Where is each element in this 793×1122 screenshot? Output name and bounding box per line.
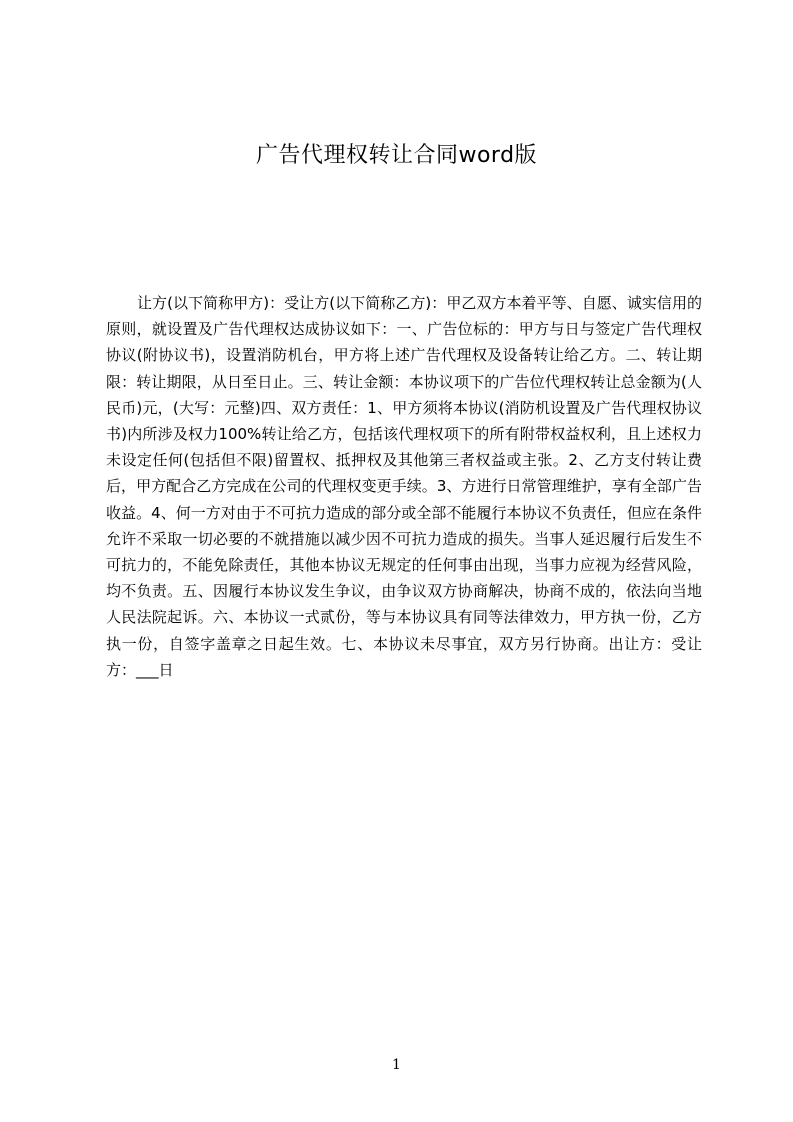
document-title: 广告代理权转让合同word版 bbox=[255, 143, 538, 168]
page-number: 1 bbox=[392, 1057, 401, 1073]
contract-body-paragraph: 让方(以下简称甲方)：受让方(以下简称乙方)：甲乙双方本着平等、自愿、诚实信用的原则，就设置及广告代理权达成协议如下：一、广告位标的：甲方与日与签定广告代理权协议(附协议书)，设置消防机台，甲方将上述广告代理权及设备转让给乙方。二、转让期限：转让期限，从日至日止。三、转让金额：本协议项下的广告位代理权转让总金额为(人民币)元，(大写：元整)四、双方责任：1、甲方须将本协议(消防机设置及广告代理权协议书)内所涉及权力100%转让给乙方，包括该代理权项下的所有附带权益权利，且上述权力未设定任何(包括但不限)留置权、抵押权及其他第三者权益或主张。2、乙方支付转让费后，甲方配合乙方完成在公司的代理权变更手续。3、方进行日常管理维护，享有全部广告收益。4、何一方对由于不可抗力造成的部分或全部不能履行本协议不负责任，但应在条件允许不采取一切必要的不就措施以减少因不可抗力造成的损失。当事人延迟履行后发生不可抗力的，不能免除责任，其他本协议无规定的任何事由出现，当事力应视为经营风险，均不负责。五、因履行本协议发生争议，由争议双方协商解决，协商不成的，依法向当地人民法院起诉。六、本协议一式贰份，等与本协议具有同等法律效力，甲方执一份，乙方执一份，自签字盖章之日起生效。七、本协议未尽事宜，双方另行协商。出让方：受让方：___日 bbox=[106, 294, 702, 679]
